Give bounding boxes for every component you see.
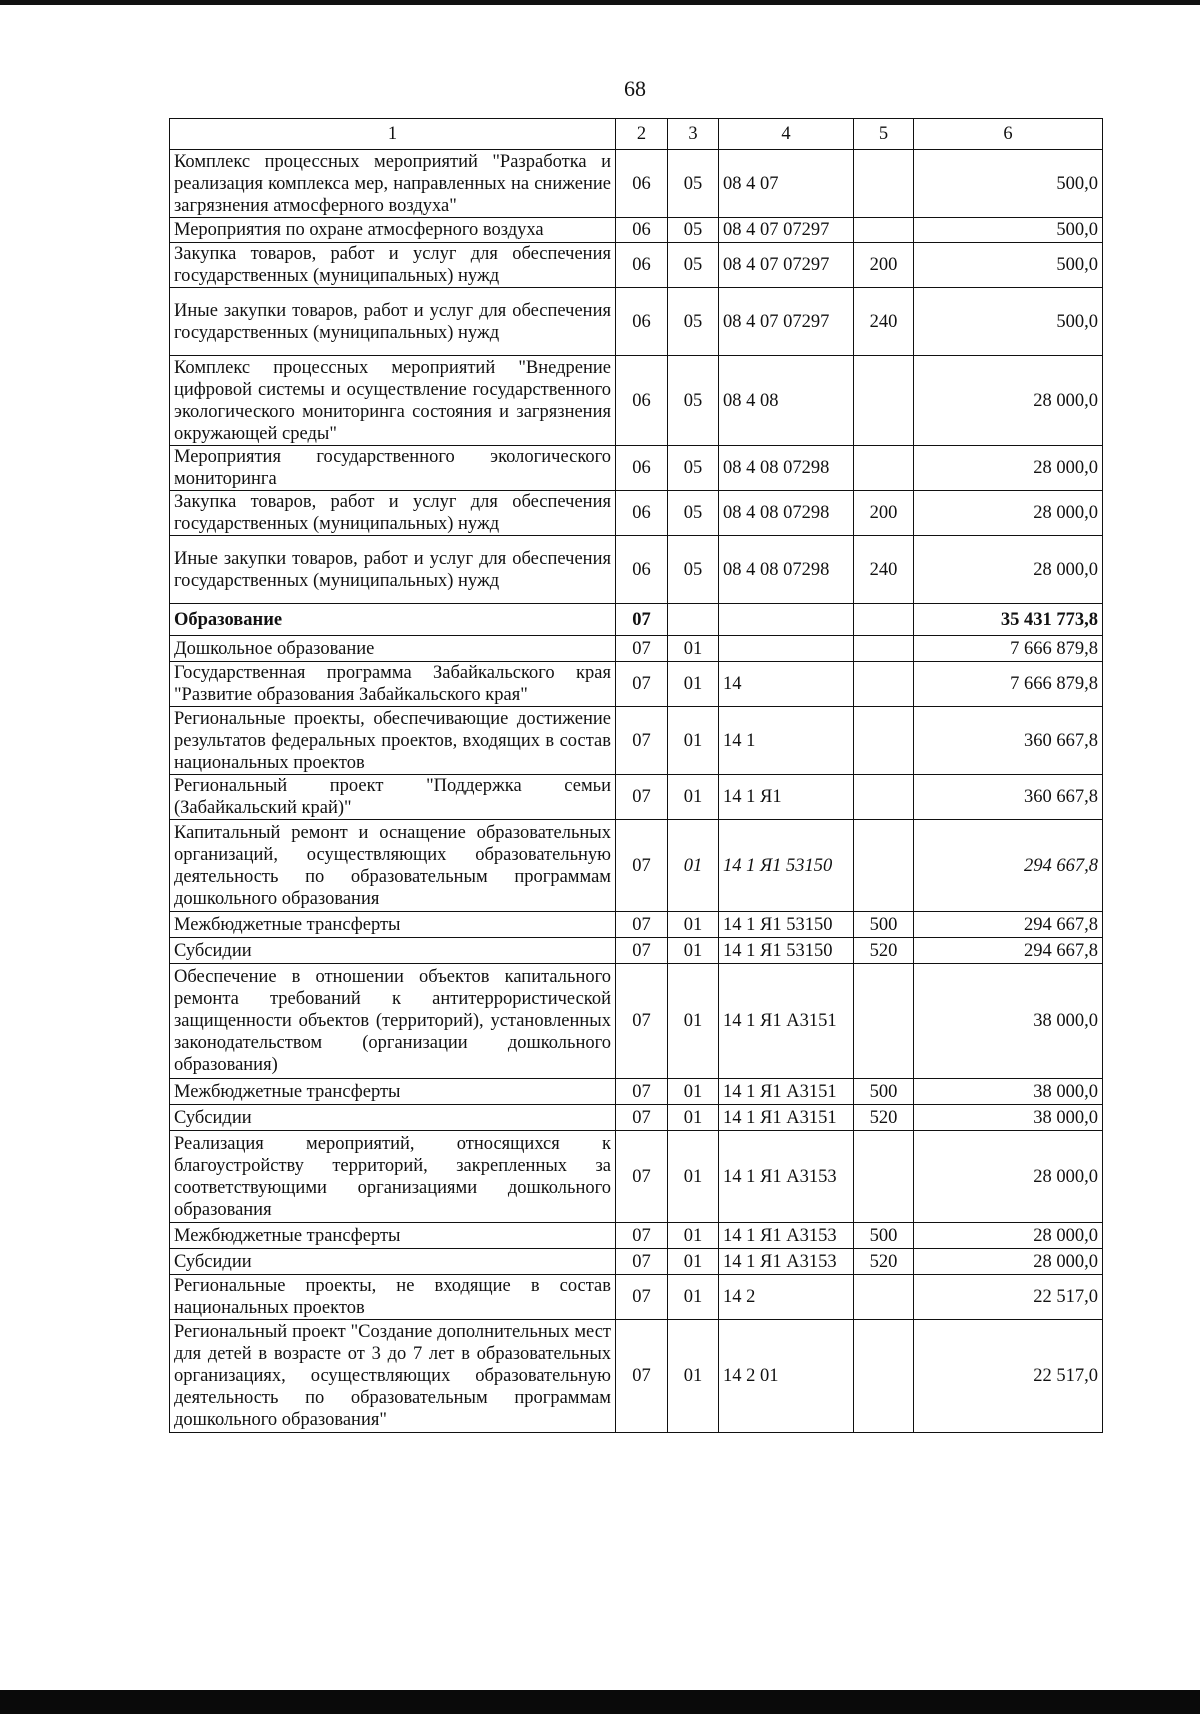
row-expense-type-cell: 520 bbox=[854, 938, 914, 964]
row-section-cell: 07 bbox=[616, 1275, 668, 1320]
row-expense-type-cell: 200 bbox=[854, 491, 914, 536]
row-name-cell: Субсидии bbox=[170, 1249, 616, 1275]
row-name-cell: Региональные проекты, обеспечивающие достижение результатов федеральных проектов, входящих в состав национальных проектов bbox=[170, 707, 616, 775]
row-amount-cell: 22 517,0 bbox=[914, 1275, 1103, 1320]
row-target-article-cell: 14 1 bbox=[719, 707, 854, 775]
row-name-cell: Субсидии bbox=[170, 938, 616, 964]
row-expense-type-cell bbox=[854, 150, 914, 218]
row-section-cell: 07 bbox=[616, 1320, 668, 1433]
row-amount-cell: 500,0 bbox=[914, 243, 1103, 288]
row-section-cell: 07 bbox=[616, 636, 668, 662]
row-subsection-cell: 01 bbox=[668, 1131, 719, 1223]
row-name-cell: Капитальный ремонт и оснащение образовательных организаций, осуществляющих образовательную деятельность по образовательным программам дошкольного образования bbox=[170, 820, 616, 912]
table-row bbox=[170, 1079, 1103, 1105]
row-amount-cell: 28 000,0 bbox=[914, 1249, 1103, 1275]
table-body bbox=[170, 150, 1103, 1433]
row-amount-cell: 28 000,0 bbox=[914, 1223, 1103, 1249]
row-target-article-cell: 08 4 07 07297 bbox=[719, 288, 854, 356]
row-amount-cell: 294 667,8 bbox=[914, 912, 1103, 938]
row-amount-cell: 22 517,0 bbox=[914, 1320, 1103, 1433]
row-amount-cell: 500,0 bbox=[914, 218, 1103, 243]
table-row bbox=[170, 964, 1103, 1079]
row-amount-cell: 38 000,0 bbox=[914, 1105, 1103, 1131]
row-target-article-cell: 14 1 Я1 А3151 bbox=[719, 964, 854, 1079]
row-amount-cell: 28 000,0 bbox=[914, 536, 1103, 604]
table-row bbox=[170, 1249, 1103, 1275]
row-target-article-cell: 08 4 07 07297 bbox=[719, 218, 854, 243]
row-target-article-cell: 08 4 08 bbox=[719, 356, 854, 446]
row-section-cell: 06 bbox=[616, 243, 668, 288]
row-subsection-cell: 05 bbox=[668, 243, 719, 288]
row-name-cell: Региональный проект "Поддержка семьи (Забайкальский край)" bbox=[170, 775, 616, 820]
row-subsection-cell: 01 bbox=[668, 938, 719, 964]
row-section-cell: 07 bbox=[616, 1131, 668, 1223]
row-section-cell: 07 bbox=[616, 820, 668, 912]
table-row bbox=[170, 446, 1103, 491]
row-amount-cell: 28 000,0 bbox=[914, 356, 1103, 446]
table-row bbox=[170, 820, 1103, 912]
row-target-article-cell: 14 1 Я1 bbox=[719, 775, 854, 820]
row-target-article-cell: 14 1 Я1 А3153 bbox=[719, 1249, 854, 1275]
header-col-5: 5 bbox=[854, 119, 914, 150]
row-section-cell: 07 bbox=[616, 604, 668, 636]
table-row bbox=[170, 775, 1103, 820]
table-row bbox=[170, 938, 1103, 964]
row-target-article-cell: 14 bbox=[719, 662, 854, 707]
row-section-cell: 06 bbox=[616, 288, 668, 356]
row-expense-type-cell bbox=[854, 1320, 914, 1433]
table-row bbox=[170, 1105, 1103, 1131]
row-target-article-cell bbox=[719, 604, 854, 636]
row-name-cell: Закупка товаров, работ и услуг для обеспечения государственных (муниципальных) нужд bbox=[170, 243, 616, 288]
row-subsection-cell: 01 bbox=[668, 964, 719, 1079]
row-name-cell: Образование bbox=[170, 604, 616, 636]
row-target-article-cell: 14 1 Я1 53150 bbox=[719, 912, 854, 938]
row-expense-type-cell: 240 bbox=[854, 536, 914, 604]
row-expense-type-cell bbox=[854, 1131, 914, 1223]
row-section-cell: 06 bbox=[616, 218, 668, 243]
row-amount-cell: 500,0 bbox=[914, 150, 1103, 218]
row-subsection-cell: 05 bbox=[668, 218, 719, 243]
table-row bbox=[170, 662, 1103, 707]
row-section-cell: 07 bbox=[616, 707, 668, 775]
row-subsection-cell: 01 bbox=[668, 1223, 719, 1249]
row-subsection-cell: 01 bbox=[668, 1079, 719, 1105]
table-row bbox=[170, 1275, 1103, 1320]
row-name-cell: Реализация мероприятий, относящихся к благоустройству территорий, закрепленных за соответствующими организациями дошкольного образования bbox=[170, 1131, 616, 1223]
row-expense-type-cell bbox=[854, 636, 914, 662]
row-name-cell: Региональные проекты, не входящие в состав национальных проектов bbox=[170, 1275, 616, 1320]
row-subsection-cell: 01 bbox=[668, 1249, 719, 1275]
row-amount-cell: 7 666 879,8 bbox=[914, 662, 1103, 707]
row-subsection-cell: 01 bbox=[668, 1105, 719, 1131]
row-amount-cell: 360 667,8 bbox=[914, 707, 1103, 775]
row-name-cell: Комплекс процессных мероприятий "Разработка и реализация комплекса мер, направленных на снижение загрязнения атмосферного воздуха" bbox=[170, 150, 616, 218]
row-subsection-cell: 05 bbox=[668, 536, 719, 604]
row-subsection-cell: 01 bbox=[668, 636, 719, 662]
header-col-2: 2 bbox=[616, 119, 668, 150]
row-expense-type-cell bbox=[854, 218, 914, 243]
table-header bbox=[170, 119, 1103, 150]
row-expense-type-cell bbox=[854, 1275, 914, 1320]
row-name-cell: Межбюджетные трансферты bbox=[170, 1079, 616, 1105]
row-section-cell: 07 bbox=[616, 775, 668, 820]
row-subsection-cell bbox=[668, 604, 719, 636]
row-target-article-cell: 14 1 Я1 53150 bbox=[719, 938, 854, 964]
row-section-cell: 07 bbox=[616, 938, 668, 964]
row-section-cell: 07 bbox=[616, 1249, 668, 1275]
row-expense-type-cell: 520 bbox=[854, 1105, 914, 1131]
row-expense-type-cell: 500 bbox=[854, 1223, 914, 1249]
row-section-cell: 06 bbox=[616, 446, 668, 491]
row-subsection-cell: 01 bbox=[668, 775, 719, 820]
row-subsection-cell: 01 bbox=[668, 707, 719, 775]
row-target-article-cell: 14 1 Я1 А3153 bbox=[719, 1131, 854, 1223]
table-row bbox=[170, 150, 1103, 218]
budget-table bbox=[169, 118, 1103, 1433]
row-amount-cell: 294 667,8 bbox=[914, 938, 1103, 964]
row-section-cell: 06 bbox=[616, 491, 668, 536]
row-name-cell: Региональный проект "Создание дополнительных мест для детей в возрасте от 3 до 7 лет в образовательных организациях, осуществляющих образовательную деятельность по образовательным программам дошкольного образования" bbox=[170, 1320, 616, 1433]
table-row bbox=[170, 636, 1103, 662]
header-col-3: 3 bbox=[668, 119, 719, 150]
row-name-cell: Межбюджетные трансферты bbox=[170, 912, 616, 938]
header-col-6: 6 bbox=[914, 119, 1103, 150]
row-subsection-cell: 01 bbox=[668, 912, 719, 938]
row-amount-cell: 38 000,0 bbox=[914, 1079, 1103, 1105]
row-name-cell: Иные закупки товаров, работ и услуг для обеспечения государственных (муниципальных) нужд bbox=[170, 536, 616, 604]
row-amount-cell: 38 000,0 bbox=[914, 964, 1103, 1079]
row-amount-cell: 35 431 773,8 bbox=[914, 604, 1103, 636]
header-row bbox=[170, 119, 1103, 150]
row-expense-type-cell bbox=[854, 964, 914, 1079]
header-col-4: 4 bbox=[719, 119, 854, 150]
row-target-article-cell: 14 2 bbox=[719, 1275, 854, 1320]
row-expense-type-cell bbox=[854, 775, 914, 820]
row-section-cell: 06 bbox=[616, 356, 668, 446]
row-section-cell: 07 bbox=[616, 964, 668, 1079]
table-row bbox=[170, 912, 1103, 938]
row-subsection-cell: 01 bbox=[668, 1275, 719, 1320]
row-amount-cell: 360 667,8 bbox=[914, 775, 1103, 820]
table-row bbox=[170, 536, 1103, 604]
row-expense-type-cell: 520 bbox=[854, 1249, 914, 1275]
row-amount-cell: 28 000,0 bbox=[914, 446, 1103, 491]
row-section-cell: 07 bbox=[616, 1223, 668, 1249]
row-name-cell: Иные закупки товаров, работ и услуг для обеспечения государственных (муниципальных) нужд bbox=[170, 288, 616, 356]
row-subsection-cell: 05 bbox=[668, 288, 719, 356]
row-subsection-cell: 01 bbox=[668, 820, 719, 912]
table-row bbox=[170, 218, 1103, 243]
row-target-article-cell: 14 1 Я1 А3151 bbox=[719, 1079, 854, 1105]
row-name-cell: Субсидии bbox=[170, 1105, 616, 1131]
row-subsection-cell: 01 bbox=[668, 662, 719, 707]
row-amount-cell: 28 000,0 bbox=[914, 491, 1103, 536]
row-name-cell: Комплекс процессных мероприятий "Внедрение цифровой системы и осуществление государственного экологического мониторинга состояния и загрязнения окружающей среды" bbox=[170, 356, 616, 446]
table-row bbox=[170, 491, 1103, 536]
row-expense-type-cell: 240 bbox=[854, 288, 914, 356]
table-row bbox=[170, 1131, 1103, 1223]
row-name-cell: Обеспечение в отношении объектов капитального ремонта требований к антитеррористической защищенности объектов (территорий), установленных законодательством (организации дошкольного образования) bbox=[170, 964, 616, 1079]
row-amount-cell: 500,0 bbox=[914, 288, 1103, 356]
row-subsection-cell: 05 bbox=[668, 150, 719, 218]
row-expense-type-cell: 200 bbox=[854, 243, 914, 288]
row-expense-type-cell: 500 bbox=[854, 912, 914, 938]
table-row bbox=[170, 356, 1103, 446]
bottom-scan-band bbox=[0, 1690, 1200, 1714]
row-expense-type-cell bbox=[854, 662, 914, 707]
row-section-cell: 07 bbox=[616, 912, 668, 938]
row-expense-type-cell bbox=[854, 604, 914, 636]
row-name-cell: Дошкольное образование bbox=[170, 636, 616, 662]
row-target-article-cell: 14 1 Я1 А3153 bbox=[719, 1223, 854, 1249]
row-amount-cell: 7 666 879,8 bbox=[914, 636, 1103, 662]
row-target-article-cell: 14 1 Я1 53150 bbox=[719, 820, 854, 912]
row-target-article-cell: 14 1 Я1 А3151 bbox=[719, 1105, 854, 1131]
row-expense-type-cell bbox=[854, 707, 914, 775]
row-section-cell: 06 bbox=[616, 536, 668, 604]
row-subsection-cell: 05 bbox=[668, 491, 719, 536]
row-target-article-cell: 14 2 01 bbox=[719, 1320, 854, 1433]
row-section-cell: 06 bbox=[616, 150, 668, 218]
row-name-cell: Мероприятия государственного экологического мониторинга bbox=[170, 446, 616, 491]
row-name-cell: Межбюджетные трансферты bbox=[170, 1223, 616, 1249]
row-section-cell: 07 bbox=[616, 1105, 668, 1131]
row-name-cell: Мероприятия по охране атмосферного воздуха bbox=[170, 218, 616, 243]
row-expense-type-cell bbox=[854, 356, 914, 446]
row-target-article-cell: 08 4 08 07298 bbox=[719, 491, 854, 536]
row-target-article-cell: 08 4 08 07298 bbox=[719, 446, 854, 491]
row-target-article-cell: 08 4 07 bbox=[719, 150, 854, 218]
row-amount-cell: 294 667,8 bbox=[914, 820, 1103, 912]
row-expense-type-cell bbox=[854, 820, 914, 912]
top-border bbox=[0, 0, 1200, 5]
table-row bbox=[170, 1320, 1103, 1433]
row-name-cell: Государственная программа Забайкальского края "Развитие образования Забайкальского края" bbox=[170, 662, 616, 707]
row-subsection-cell: 01 bbox=[668, 1320, 719, 1433]
row-target-article-cell: 08 4 07 07297 bbox=[719, 243, 854, 288]
table-row bbox=[170, 707, 1103, 775]
table-row bbox=[170, 604, 1103, 636]
header-col-1: 1 bbox=[170, 119, 616, 150]
row-expense-type-cell: 500 bbox=[854, 1079, 914, 1105]
row-expense-type-cell bbox=[854, 446, 914, 491]
row-amount-cell: 28 000,0 bbox=[914, 1131, 1103, 1223]
row-target-article-cell bbox=[719, 636, 854, 662]
row-target-article-cell: 08 4 08 07298 bbox=[719, 536, 854, 604]
table-row bbox=[170, 1223, 1103, 1249]
row-subsection-cell: 05 bbox=[668, 446, 719, 491]
row-section-cell: 07 bbox=[616, 1079, 668, 1105]
row-subsection-cell: 05 bbox=[668, 356, 719, 446]
row-section-cell: 07 bbox=[616, 662, 668, 707]
table-row bbox=[170, 288, 1103, 356]
table-row bbox=[170, 243, 1103, 288]
row-name-cell: Закупка товаров, работ и услуг для обеспечения государственных (муниципальных) нужд bbox=[170, 491, 616, 536]
page-number: 68 bbox=[624, 76, 646, 101]
